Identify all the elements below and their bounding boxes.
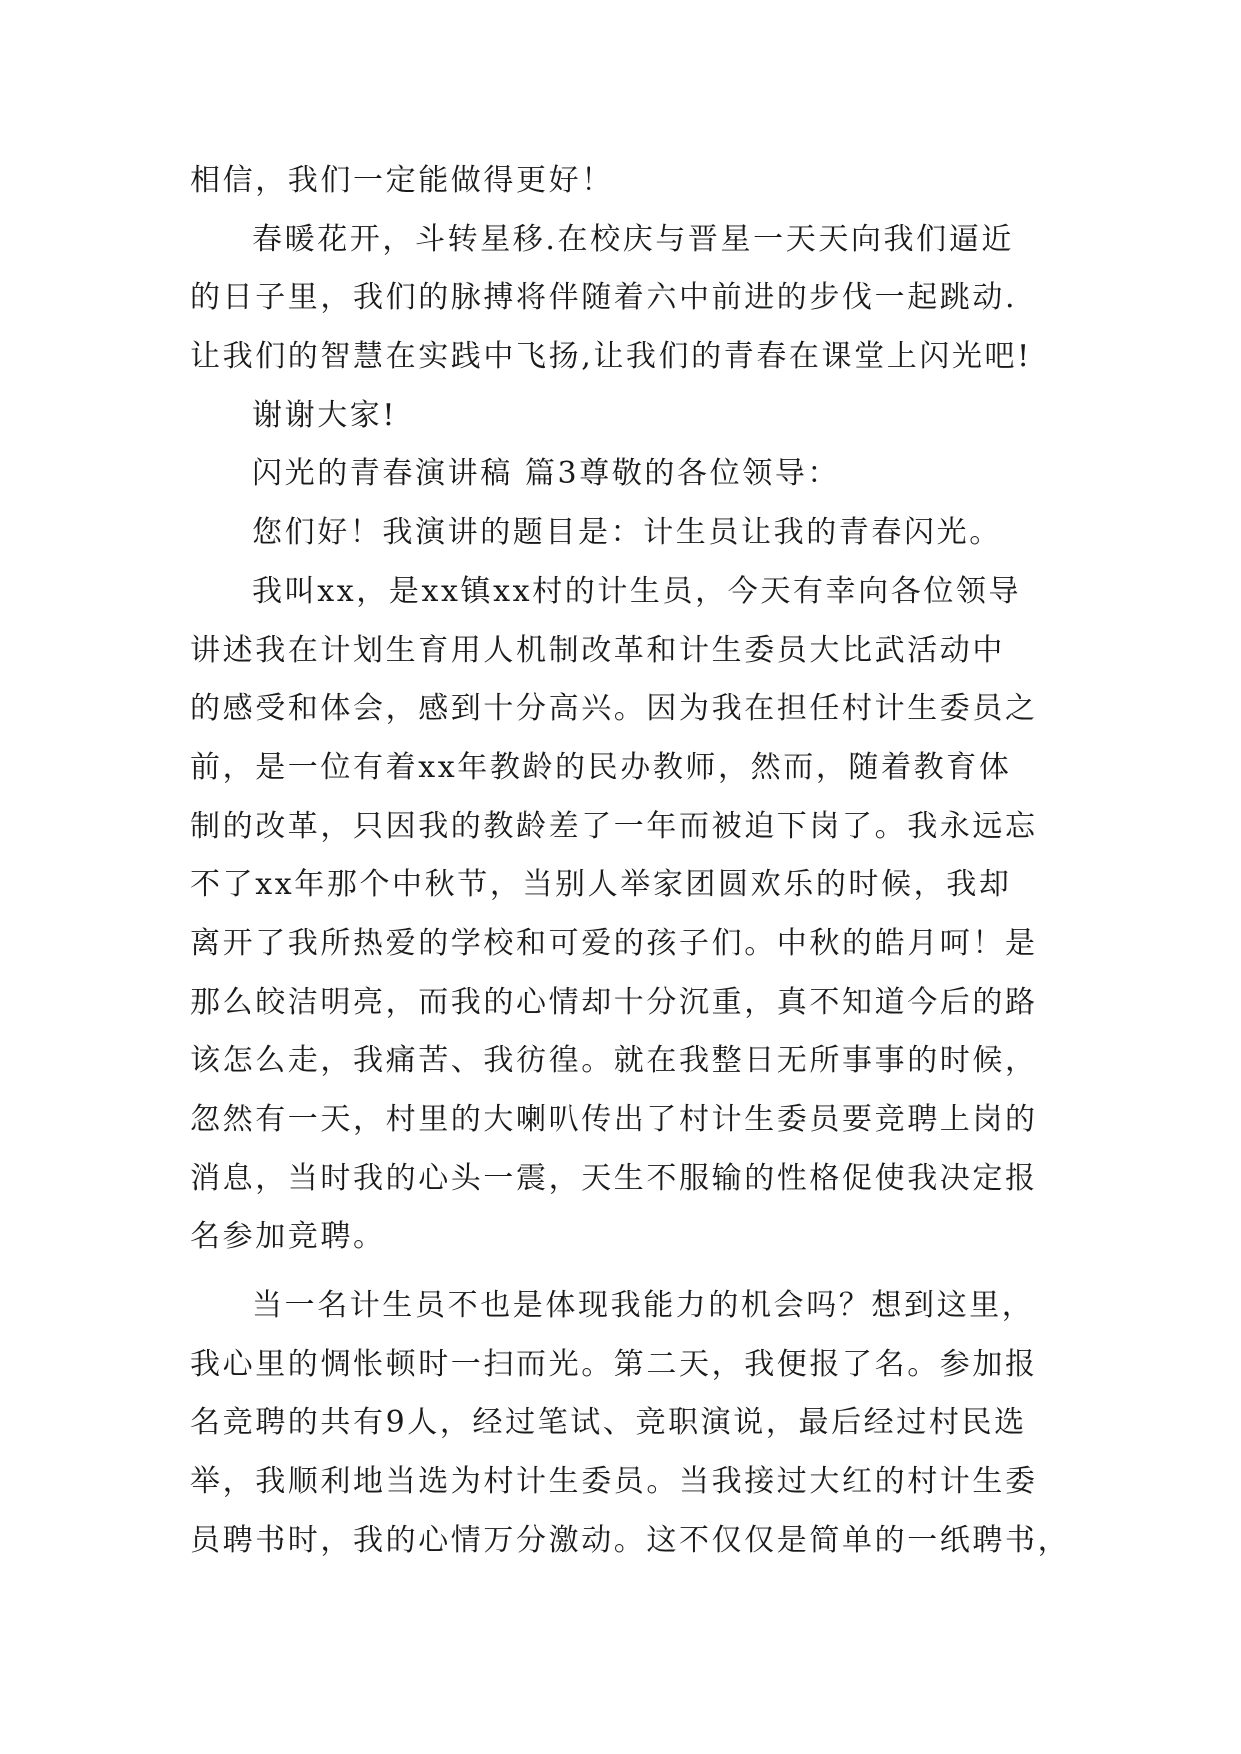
text-line: 我心里的惆怅顿时一扫而光。第二天，我便报了名。参加报: [190, 1346, 1038, 1382]
text-line: 讲述我在计划生育用人机制改革和计生委员大比武活动中: [190, 632, 1005, 668]
text-line: 该怎么走，我痛苦、我彷徨。就在我整日无所事事的时候，: [190, 1043, 1038, 1079]
text-line: 的日子里，我们的脉搏将伴随着六中前进的步伐一起跳动.: [190, 280, 1018, 316]
text-line: 前，是一位有着xx年教龄的民办教师，然而，随着教育体: [190, 749, 1012, 785]
body-text: [190, 152, 1071, 1571]
text-line: 忽然有一天，村里的大喇叭传出了村计生委员要竞聘上岗的: [190, 1102, 1038, 1137]
section-heading-line: 闪光的青春演讲稿 篇3尊敬的各位领导：: [252, 456, 841, 492]
text-line: 相信，我们一定能做得更好！: [190, 163, 614, 198]
paragraph-first-line: 谢谢大家!: [252, 397, 398, 433]
text-line: 员聘书时，我的心情万分激动。这不仅仅是简单的一纸聘书，: [190, 1522, 1071, 1558]
text-line: 的感受和体会，感到十分高兴。因为我在担任村计生委员之: [190, 691, 1038, 727]
paragraph-first-line: 我叫xx，是xx镇xx村的计生员，今天有幸向各位领导: [252, 573, 1022, 609]
text-line: 名竞聘的共有9人，经过笔试、竞职演说，最后经过村民选: [190, 1405, 1027, 1441]
text-line: 不了xx年那个中秋节，当别人举家团圆欢乐的时候，我却: [190, 867, 1012, 903]
text-line: 那么皎洁明亮，而我的心情却十分沉重，真不知道今后的路: [190, 984, 1038, 1020]
text-line: 制的改革，只因我的教龄差了一年而被迫下岗了。我永远忘: [190, 808, 1038, 844]
text-line: 名参加竞聘。: [190, 1219, 386, 1255]
paragraph-first-line: 当一名计生员不也是体现我能力的机会吗？想到这里，: [252, 1288, 1035, 1324]
text-line: 离开了我所热爱的学校和可爱的孩子们。中秋的皓月呵！是: [190, 925, 1038, 961]
paragraph-first-line: 春暖花开，斗转星移.在校庆与晋星一天天向我们逼近: [252, 221, 1014, 257]
text-line: 让我们的智慧在实践中飞扬,让我们的青春在课堂上闪光吧!: [190, 339, 1032, 375]
paragraph-gap: [190, 1267, 1050, 1277]
paragraph-first-line: 您们好！我演讲的题目是：计生员让我的青春闪光。: [252, 515, 1002, 551]
text-line: 消息，当时我的心头一震，天生不服输的性格促使我决定报: [190, 1160, 1038, 1196]
text-line: 举，我顺利地当选为村计生委员。当我接过大红的村计生委: [190, 1464, 1038, 1500]
